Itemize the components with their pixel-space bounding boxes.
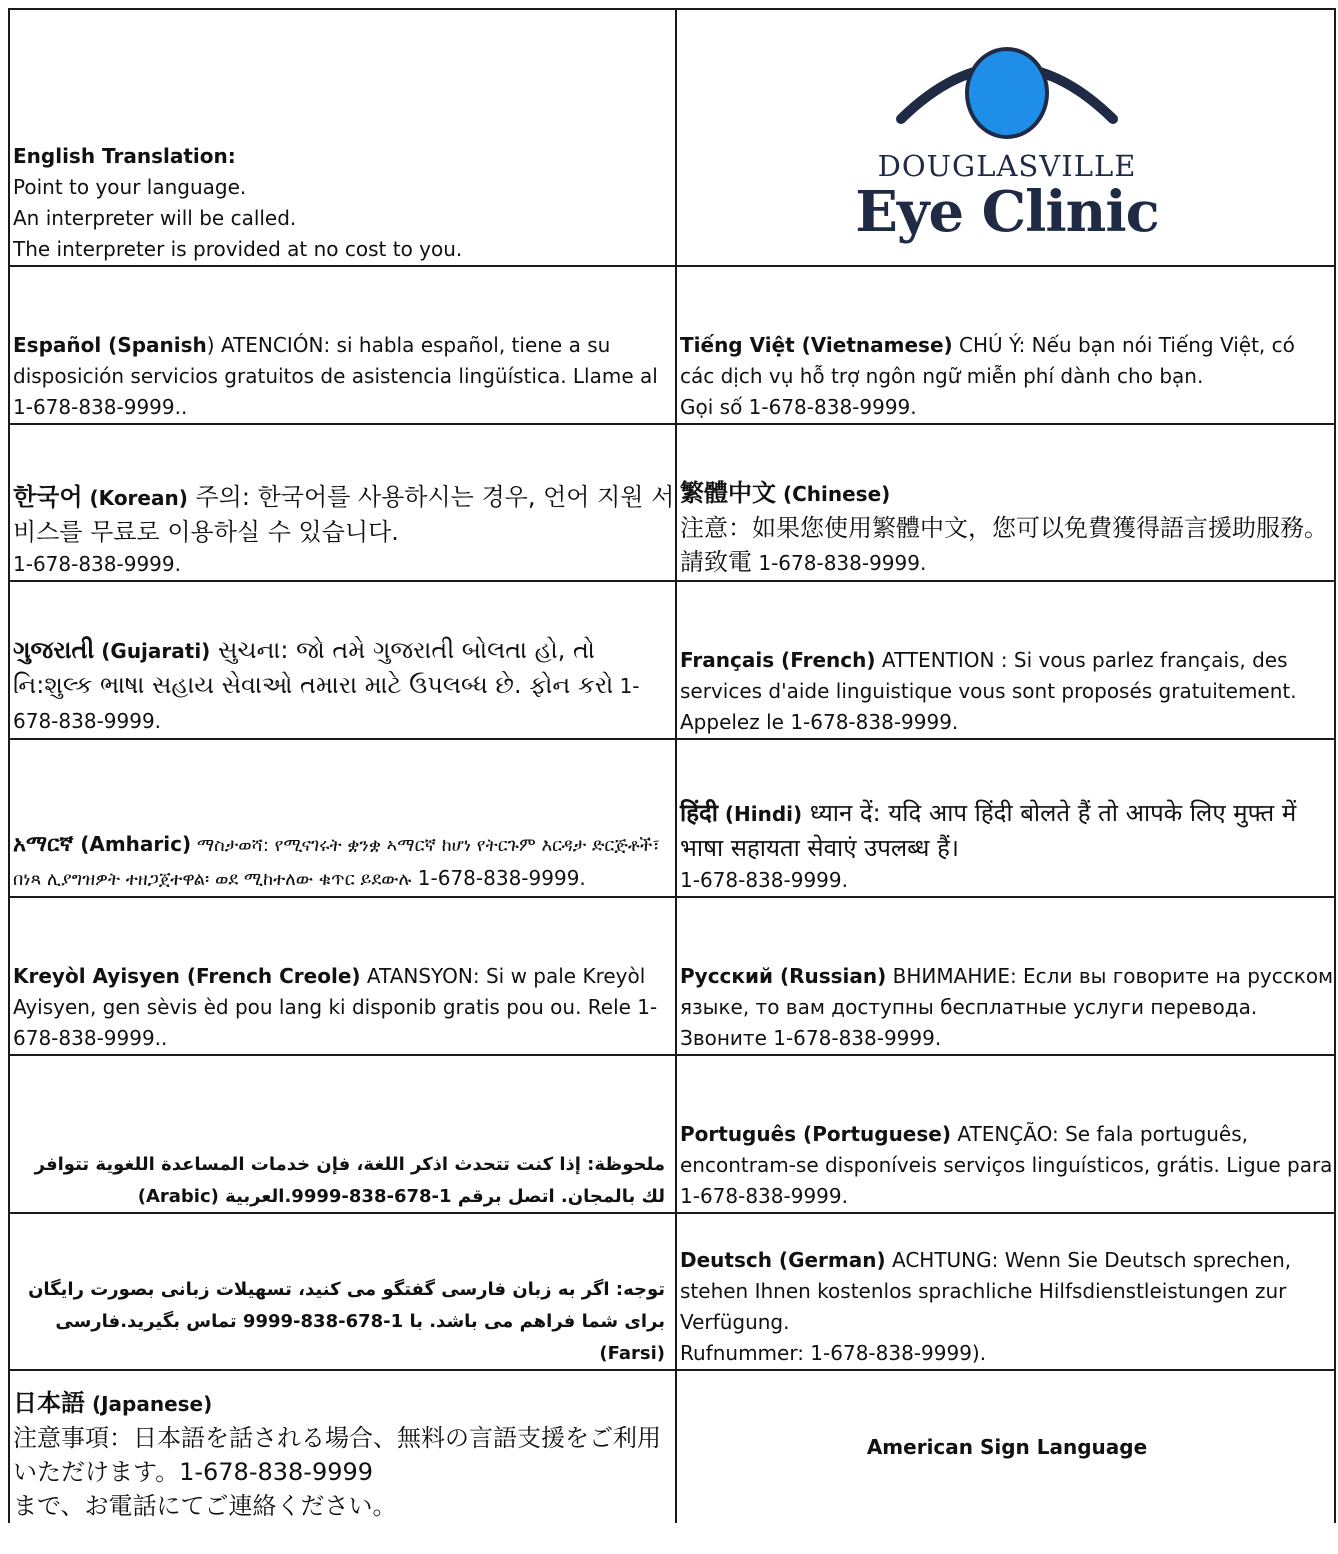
amharic-cell bbox=[9, 739, 676, 897]
language-name: Português (Portuguese) bbox=[680, 1122, 951, 1146]
table-row bbox=[9, 266, 1335, 424]
notice-text: 주의: 한국어를 사용하시는 경우, 언어 지원 서비스를 무료로 이용하실 수 있습니다. bbox=[13, 483, 675, 546]
language-native-name: 한국어 bbox=[13, 483, 83, 511]
gujarati-cell bbox=[9, 581, 676, 739]
phone-text: 1-678-838-9999. bbox=[411, 866, 586, 890]
language-name: American Sign Language bbox=[866, 1434, 1148, 1459]
language-name: (Amharic) bbox=[73, 832, 192, 856]
phone-line: 1-678-838-9999. bbox=[13, 552, 181, 576]
language-native-name: አማርኛ bbox=[13, 832, 74, 857]
table-row bbox=[9, 581, 1335, 739]
farsi-cell bbox=[9, 1213, 676, 1370]
english-line: Point to your language. bbox=[13, 175, 247, 199]
table-row bbox=[9, 424, 1335, 581]
notice-text: ACHTUNG: Wenn Sie Deutsch sprechen, stehen Ihnen kostenlos sprachliche Hilfsdienstleistungen zur Verfügung. bbox=[680, 1248, 1292, 1334]
notice-line bbox=[13, 633, 675, 738]
phone-line: 1-678-838-9999. bbox=[680, 868, 848, 892]
phone-text: 1-678-838-9999. bbox=[13, 674, 640, 733]
phone-line: Rufnummer: 1-678-838-9999). bbox=[680, 1341, 987, 1365]
portuguese-cell bbox=[676, 1055, 1335, 1213]
language-name: (Hindi) bbox=[717, 802, 803, 826]
table-row bbox=[9, 9, 1335, 266]
english-line: An interpreter will be called. bbox=[13, 206, 297, 230]
notice-line bbox=[680, 796, 1334, 865]
table-row bbox=[9, 1213, 1335, 1370]
notice-text: ATANSYON: Si w pale Kreyòl Ayisyen, gen sèvis èd pou lang ki disponib gratis pou ou. Rele 1-678-838-9999.. bbox=[13, 964, 658, 1050]
language-name: (Japanese) bbox=[85, 1392, 213, 1416]
hindi-cell bbox=[676, 739, 1335, 897]
phone-text: 1-678-838-9999. bbox=[752, 551, 927, 575]
japanese-cell bbox=[9, 1370, 676, 1523]
notice-text: ध्यान दें: यदि आप हिंदी बोलते हैं तो आपके लिए मुफ्त में भाषा सहायता सेवाएं उपलब्ध हैं। bbox=[680, 799, 1297, 862]
language-native-name: हिंदी bbox=[680, 799, 718, 827]
notice-text: 注意事項：日本語を話される場合、無料の言語支援をご利用いただけます。1-678-838-9999 bbox=[13, 1424, 661, 1486]
russian-cell bbox=[676, 897, 1335, 1055]
language-assistance-table bbox=[8, 8, 1336, 1523]
spanish-cell bbox=[9, 266, 676, 424]
language-name: Français (French) bbox=[680, 648, 876, 672]
language-name: Русский (Russian) bbox=[680, 964, 887, 988]
language-name: (Chinese) bbox=[776, 482, 891, 506]
clinic-logo bbox=[680, 35, 1334, 245]
notice-line bbox=[13, 480, 675, 549]
logo-top-text: DOUGLASVILLE bbox=[877, 148, 1137, 183]
language-name: Español (Spanish bbox=[13, 333, 207, 357]
table-row bbox=[9, 897, 1335, 1055]
table-row bbox=[9, 739, 1335, 897]
language-name: (Gujarati) bbox=[94, 639, 211, 663]
language-name: Kreyòl Ayisyen (French Creole) bbox=[13, 964, 361, 988]
language-name-close: ) bbox=[206, 333, 215, 357]
notice-line bbox=[680, 476, 1334, 511]
table-row bbox=[9, 1055, 1335, 1213]
vietnamese-cell bbox=[676, 266, 1335, 424]
english-line: The interpreter is provided at no cost to you. bbox=[13, 237, 463, 261]
notice-text: સુચના: જો તમે ગુજરાતી બોલતા હો, તો નિ:શુલ્ક ભાષા સહાય સેવાઓ તમારા માટે ઉપલબ્ધ છે. ફોન કરો bbox=[13, 636, 614, 699]
phone-line: Gọi số 1-678-838-9999. bbox=[680, 395, 917, 419]
creole-cell bbox=[9, 897, 676, 1055]
notice-text: まで、お電話にてご連絡ください。 bbox=[13, 1492, 397, 1520]
notice-text: CHÚ Ý: Nếu bạn nói Tiếng Việt, có các dịch vụ hỗ trợ ngôn ngữ miễn phí dành cho bạn. bbox=[680, 333, 1295, 388]
notice-text: ملحوظة: إذا كنت تتحدث اذكر اللغة، فإن خدمات المساعدة اللغوية تتوافر لك بالمجان. اتصل برقم 1-678-838-9999.العربية (Arabic) bbox=[34, 1154, 665, 1207]
language-name: (Korean) bbox=[82, 486, 188, 510]
korean-cell bbox=[9, 424, 676, 581]
language-name: Tiếng Việt (Vietnamese) bbox=[680, 333, 953, 357]
german-cell bbox=[676, 1213, 1335, 1370]
language-native-name: 日本語 bbox=[13, 1389, 85, 1417]
notice-text: ማስታወሻ: የሚናገሩት ቋንቋ ኣማርኛ ከሆነ የትርጉም እርዳታ ድርጅቶች፣ በነጻ ሊያግዝዎት ተዘጋጀተዋል፡ ወደ ሚከተለው ቁጥር ይደውሉ bbox=[13, 835, 660, 890]
chinese-cell bbox=[676, 424, 1335, 581]
english-translation-title: English Translation: bbox=[13, 144, 236, 168]
language-native-name: 繁體中文 bbox=[680, 479, 776, 507]
english-translation-cell bbox=[9, 9, 676, 266]
french-cell bbox=[676, 581, 1335, 739]
notice-line bbox=[13, 1386, 675, 1421]
notice-line bbox=[680, 511, 1334, 580]
notice-text: 注意：如果您使用繁體中文，您可以免費獲得語言援助服務。請致電 bbox=[680, 514, 1328, 576]
table-row bbox=[9, 1370, 1335, 1523]
notice-text: توجه: اگر به زبان فارسی گفتگو می کنید، تسهیلات زبانی بصورت رایگان برای شما فراهم می باشد. با 1-678-838-9999 تماس بگیرید.فارسی (Farsi) bbox=[28, 1279, 665, 1364]
eye-icon bbox=[887, 35, 1127, 143]
clinic-logo-cell bbox=[676, 9, 1335, 266]
arabic-cell bbox=[9, 1055, 676, 1213]
notice-text: ATENÇÃO: Se fala português, encontram-se disponíveis serviços linguísticos, grátis. Ligue para 1-678-838-9999. bbox=[680, 1122, 1333, 1208]
notice-text: ВНИМАНИЕ: Если вы говорите на русском языке, то вам доступны бесплатные услуги перевода. Звоните 1-678-838-9999. bbox=[680, 964, 1334, 1050]
language-native-name: ગુજરાતી bbox=[13, 636, 95, 664]
notice-text: ATENCIÓN: si habla español, tiene a su disposición servicios gratuitos de asistencia lingüística. Llame al 1-678-838-9999.. bbox=[13, 333, 658, 419]
asl-cell bbox=[676, 1370, 1335, 1523]
notice-text: ATTENTION : Si vous parlez français, des services d'aide linguistique vous sont proposés gratuitement. Appelez le 1-678-838-9999. bbox=[680, 648, 1297, 734]
notice-line bbox=[13, 828, 675, 896]
language-name: Deutsch (German) bbox=[680, 1248, 886, 1272]
logo-bottom-text: Eye Clinic bbox=[855, 178, 1159, 245]
